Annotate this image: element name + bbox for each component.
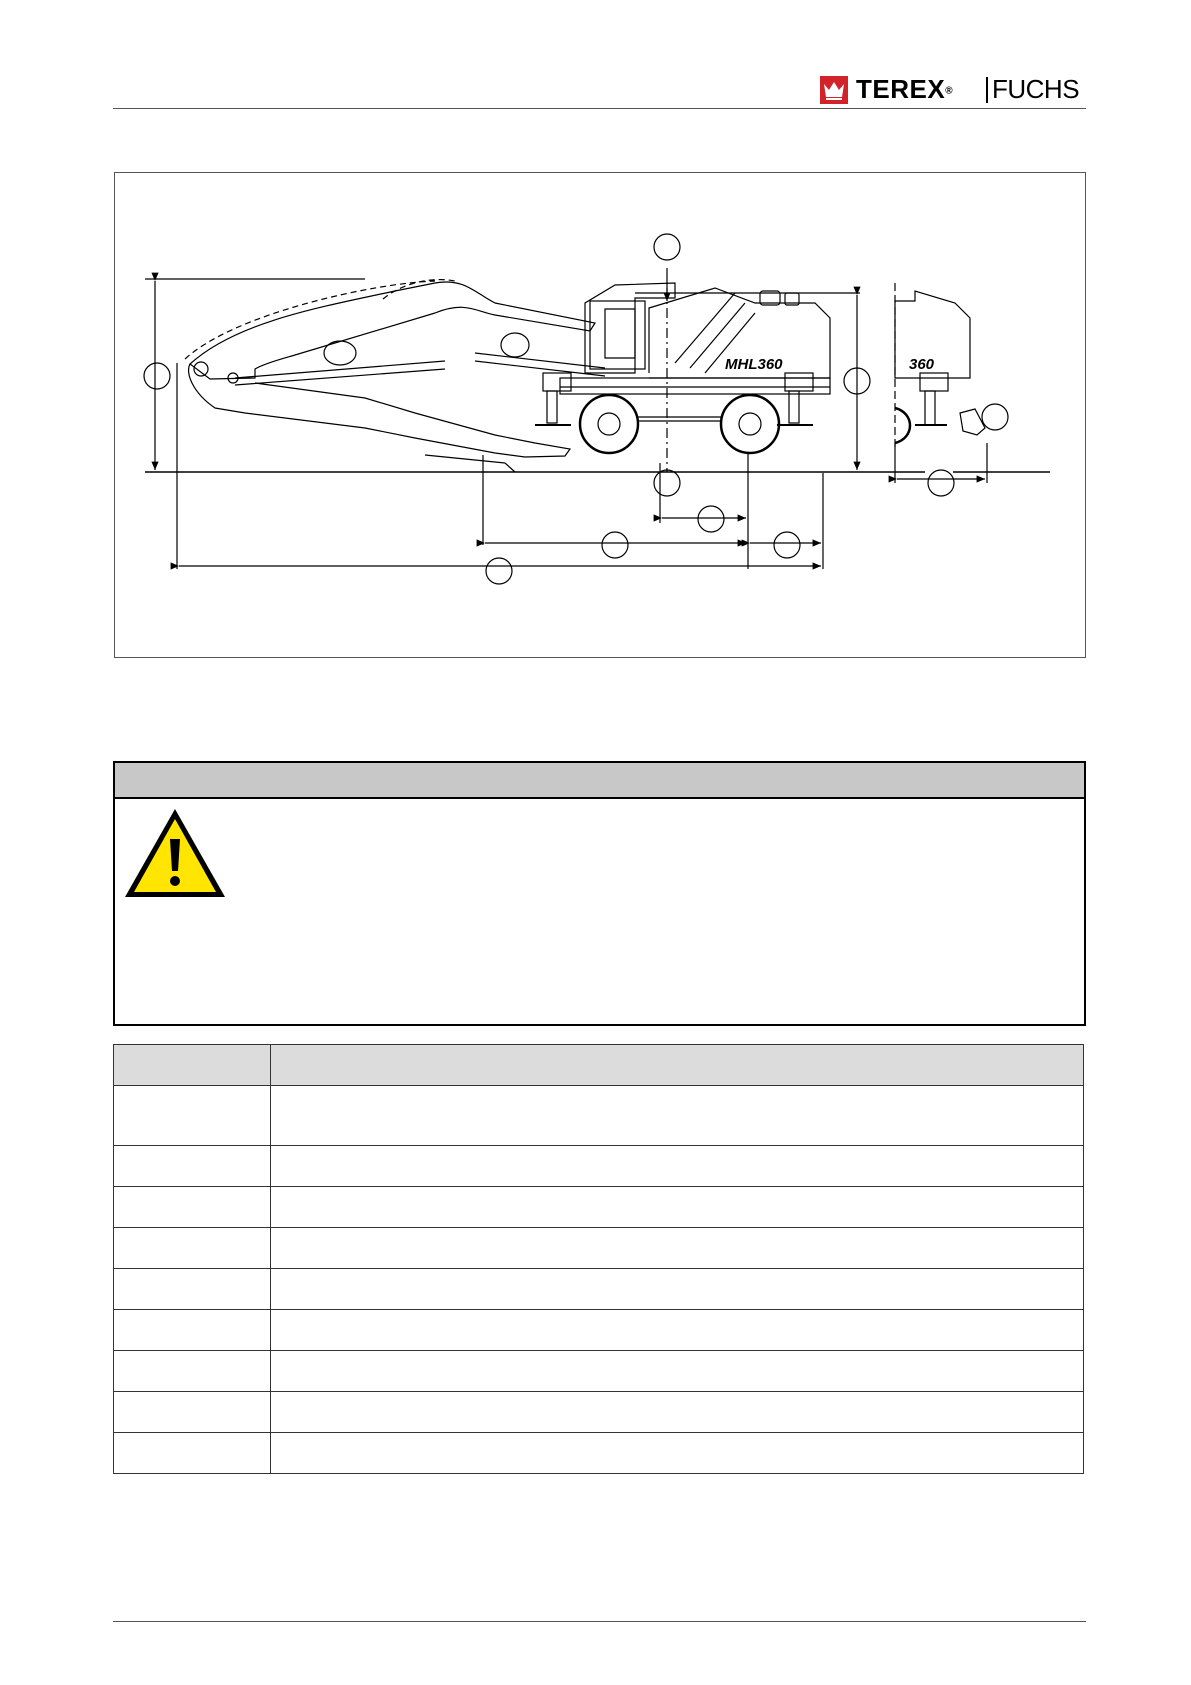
model-label: MHL360 <box>725 356 783 373</box>
terex-crown-icon <box>820 76 848 104</box>
table-row <box>114 1392 1084 1433</box>
machine-dimension-drawing <box>115 173 1085 657</box>
svg-text:360: 360 <box>909 356 935 373</box>
table-row <box>114 1351 1084 1392</box>
dimension-drawing-frame <box>114 172 1086 658</box>
table-row <box>114 1310 1084 1351</box>
sub-brand-name: FUCHS <box>992 74 1080 104</box>
table-row <box>114 1146 1084 1187</box>
dimension-table <box>113 1044 1084 1474</box>
warning-box <box>113 761 1086 1026</box>
table-row <box>114 1433 1084 1474</box>
header-rule <box>113 108 1086 109</box>
table-row <box>114 1187 1084 1228</box>
warning-triangle-icon <box>121 805 229 901</box>
table-row <box>114 1269 1084 1310</box>
brand-logo <box>820 74 1090 104</box>
brand-name: TEREX® <box>856 74 954 104</box>
warning-header <box>115 763 1084 799</box>
logo-separator <box>986 77 988 103</box>
table-row <box>114 1086 1084 1146</box>
footer-rule <box>113 1621 1086 1622</box>
table-row <box>114 1228 1084 1269</box>
table-header-row <box>114 1045 1084 1086</box>
